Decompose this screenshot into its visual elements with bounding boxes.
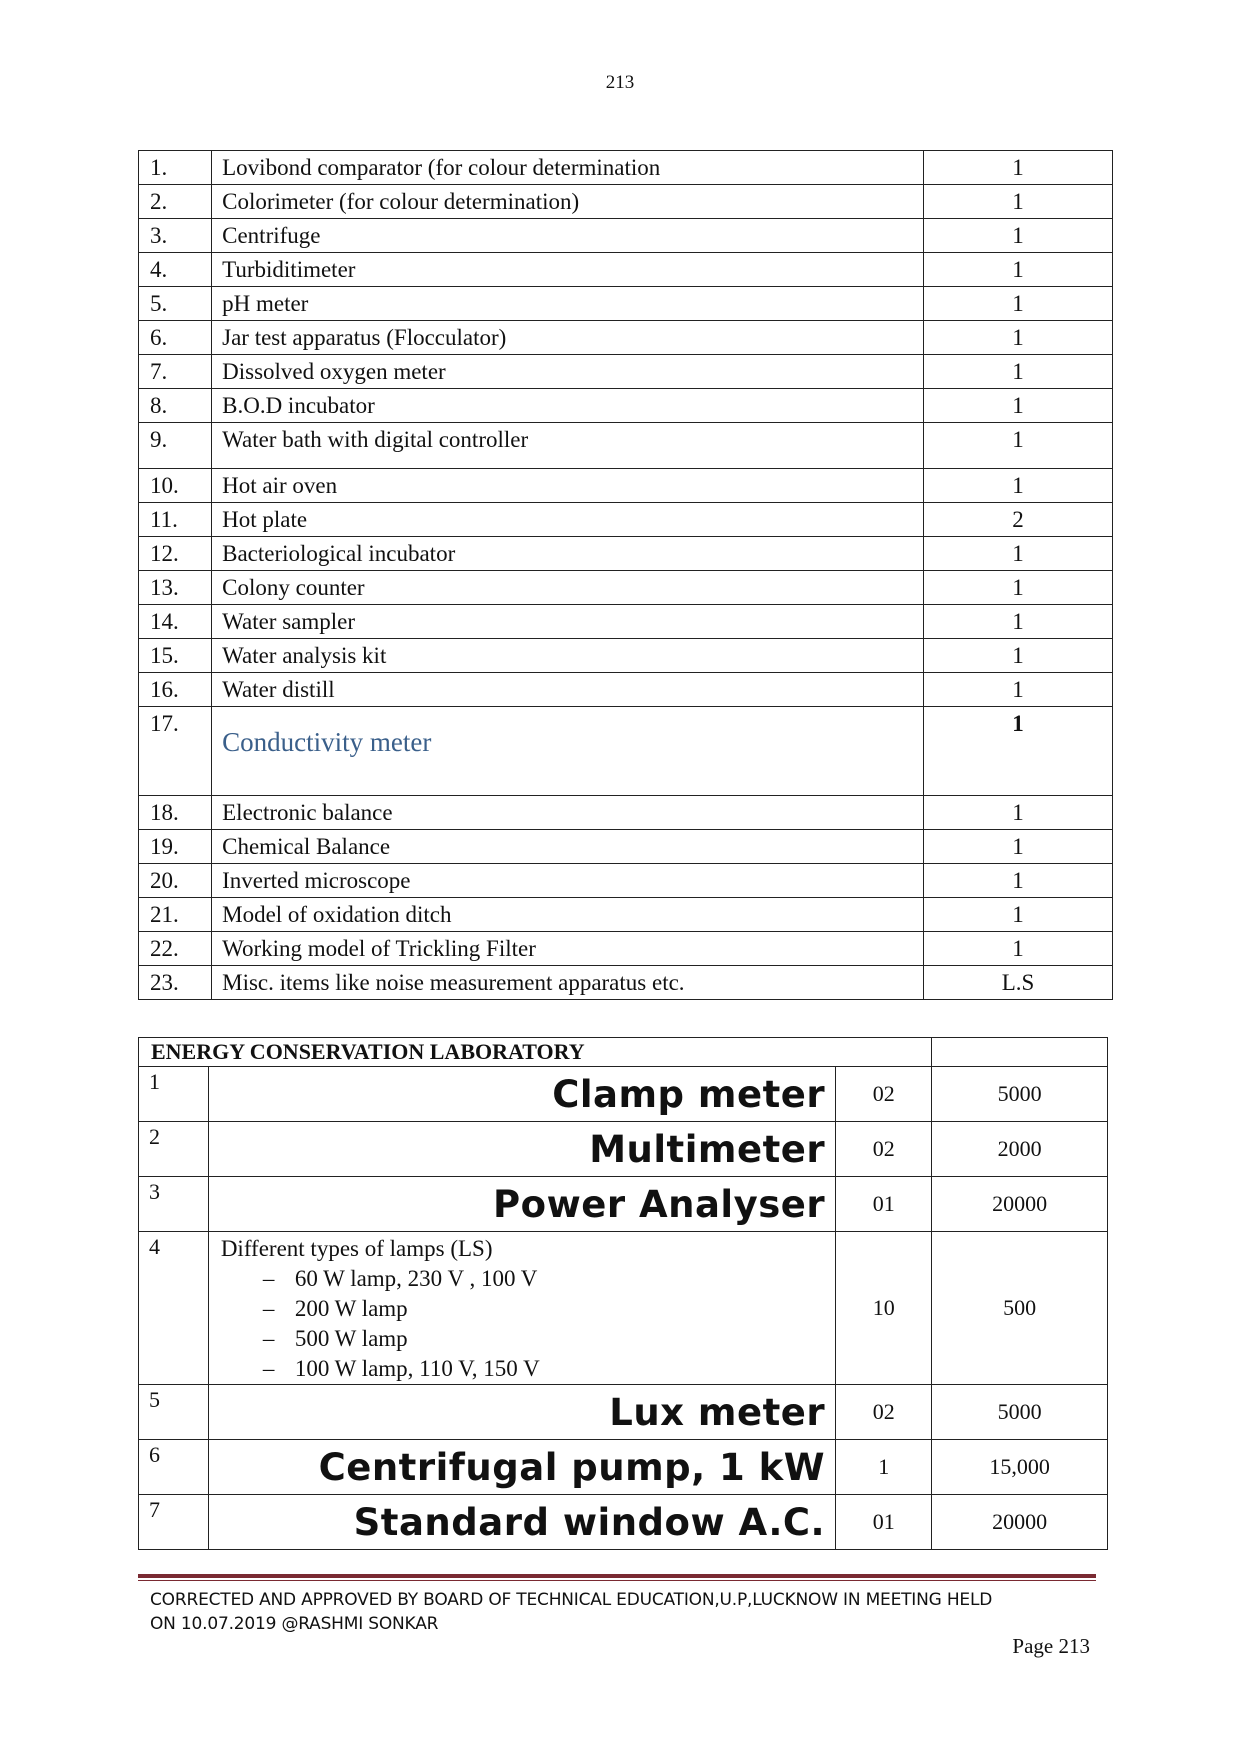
item-name: Model of oxidation ditch [212, 898, 924, 932]
table-row [139, 355, 1113, 389]
item-quantity: 01 [836, 1177, 932, 1232]
footer-line: CORRECTED AND APPROVED BY BOARD OF TECHNICAL EDUCATION,U.P,LUCKNOW IN MEETING HELD [150, 1590, 993, 1610]
list-item: – 60 W lamp, 230 V , 100 V [263, 1264, 825, 1294]
item-name: Electronic balance [212, 796, 924, 830]
item-quantity: 1 [924, 469, 1113, 503]
item-name-cell [208, 1385, 835, 1440]
table-row [139, 673, 1113, 707]
item-name: Working model of Trickling Filter [212, 932, 924, 966]
list-item: – 200 W lamp [263, 1294, 825, 1324]
row-number: 4 [139, 1232, 209, 1385]
row-number: 2 [139, 1122, 209, 1177]
table-row [139, 639, 1113, 673]
table-row [139, 1067, 1108, 1122]
item-quantity: 1 [924, 605, 1113, 639]
item-name: Inverted microscope [212, 864, 924, 898]
table-row [139, 966, 1113, 1000]
table-row [139, 898, 1113, 932]
table-row [139, 1385, 1108, 1440]
row-number: 19. [139, 830, 212, 864]
item-quantity: 10 [836, 1232, 932, 1385]
table-row [139, 605, 1113, 639]
item-quantity: 1 [924, 537, 1113, 571]
row-number: 17. [139, 707, 212, 796]
row-number: 6 [139, 1440, 209, 1495]
item-name: Colorimeter (for colour determination) [212, 185, 924, 219]
row-number: 7. [139, 355, 212, 389]
item-name: Misc. items like noise measurement apparatus etc. [212, 966, 924, 1000]
row-number: 6. [139, 321, 212, 355]
table-row [139, 469, 1113, 503]
row-number: 1 [139, 1067, 209, 1122]
item-name-cell [208, 1122, 835, 1177]
item-name: pH meter [212, 287, 924, 321]
item-name: Water analysis kit [212, 639, 924, 673]
item-name: Jar test apparatus (Flocculator) [212, 321, 924, 355]
row-number: 22. [139, 932, 212, 966]
footer-approval-note [150, 1588, 1100, 1636]
item-name: Conductivity meter [222, 727, 432, 757]
table-row [139, 219, 1113, 253]
table-row [139, 423, 1113, 469]
item-name: Centrifugal pump, 1 kW [318, 1445, 826, 1489]
item-quantity: 1 [924, 423, 1113, 469]
item-cost: 2000 [932, 1122, 1108, 1177]
row-number: 2. [139, 185, 212, 219]
table-row [139, 707, 1113, 796]
item-name: Water sampler [212, 605, 924, 639]
item-quantity: 1 [924, 796, 1113, 830]
table-row [139, 151, 1113, 185]
item-quantity: 2 [924, 503, 1113, 537]
item-quantity: 1 [924, 321, 1113, 355]
item-name-cell [208, 1440, 835, 1495]
table-row [139, 1122, 1108, 1177]
item-name: Clamp meter [552, 1072, 826, 1116]
table-row [139, 1177, 1108, 1232]
row-number: 1. [139, 151, 212, 185]
row-number: 3 [139, 1177, 209, 1232]
empty-header-cell [932, 1038, 1108, 1067]
item-quantity: 1 [924, 639, 1113, 673]
item-name: Chemical Balance [212, 830, 924, 864]
item-name: Multimeter [589, 1127, 826, 1171]
row-number: 14. [139, 605, 212, 639]
row-number: 5 [139, 1385, 209, 1440]
item-quantity: 1 [924, 571, 1113, 605]
item-quantity: 1 [924, 707, 1113, 796]
list-item: – 100 W lamp, 110 V, 150 V [263, 1354, 825, 1384]
item-quantity: 1 [924, 864, 1113, 898]
equipment-table [138, 150, 1113, 1000]
item-quantity: 1 [924, 673, 1113, 707]
item-name: Lovibond comparator (for colour determination [212, 151, 924, 185]
item-quantity: 1 [924, 355, 1113, 389]
table-row [139, 864, 1113, 898]
table-row [139, 1440, 1108, 1495]
row-number: 10. [139, 469, 212, 503]
footer-line: ON 10.07.2019 @RASHMI SONKAR [150, 1614, 439, 1634]
item-name-cell [208, 1177, 835, 1232]
table-row [139, 932, 1113, 966]
item-name-cell [208, 1495, 835, 1550]
item-name-cell [208, 1067, 835, 1122]
item-quantity: 1 [924, 185, 1113, 219]
table-header-row [139, 1038, 1108, 1067]
table-row [139, 287, 1113, 321]
item-name: Different types of lamps (LS) [220, 1236, 493, 1261]
page-number-top: 213 [605, 72, 635, 93]
item-cost: 5000 [932, 1067, 1108, 1122]
item-name: Colony counter [212, 571, 924, 605]
item-name: Hot plate [212, 503, 924, 537]
energy-table [138, 1037, 1108, 1550]
list-item: – 500 W lamp [263, 1324, 825, 1354]
item-name: Hot air oven [212, 469, 924, 503]
table-row [139, 503, 1113, 537]
table-row [139, 321, 1113, 355]
item-quantity: 02 [836, 1122, 932, 1177]
table-row [139, 571, 1113, 605]
row-number: 4. [139, 253, 212, 287]
row-number: 18. [139, 796, 212, 830]
item-cost: 20000 [932, 1495, 1108, 1550]
item-cost: 5000 [932, 1385, 1108, 1440]
item-name: Turbiditimeter [212, 253, 924, 287]
item-quantity: 02 [836, 1067, 932, 1122]
item-name: Dissolved oxygen meter [212, 355, 924, 389]
table-row [139, 253, 1113, 287]
item-name: Bacteriological incubator [212, 537, 924, 571]
item-name: Water distill [212, 673, 924, 707]
footer-divider-thin [138, 1580, 1096, 1581]
section-heading: ENERGY CONSERVATION LABORATORY [139, 1038, 932, 1067]
item-quantity: 02 [836, 1385, 932, 1440]
item-name: B.O.D incubator [212, 389, 924, 423]
row-number: 12. [139, 537, 212, 571]
item-quantity: 1 [924, 898, 1113, 932]
item-name: Power Analyser [493, 1182, 826, 1226]
item-quantity: 1 [836, 1440, 932, 1495]
row-number: 5. [139, 287, 212, 321]
item-quantity: 1 [924, 830, 1113, 864]
item-name: Centrifuge [212, 219, 924, 253]
item-quantity: 1 [924, 932, 1113, 966]
item-name: Lux meter [609, 1390, 826, 1434]
item-cost: 500 [932, 1232, 1108, 1385]
item-quantity: 01 [836, 1495, 932, 1550]
item-quantity: 1 [924, 389, 1113, 423]
footer-divider [138, 1574, 1096, 1578]
item-quantity: 1 [924, 287, 1113, 321]
table-row [139, 1232, 1108, 1385]
row-number: 13. [139, 571, 212, 605]
row-number: 16. [139, 673, 212, 707]
item-quantity: 1 [924, 253, 1113, 287]
row-number: 15. [139, 639, 212, 673]
table-row [139, 185, 1113, 219]
table-row [139, 537, 1113, 571]
item-name-cell [208, 1232, 835, 1385]
row-number: 3. [139, 219, 212, 253]
table-row [139, 1495, 1108, 1550]
item-name-cell [212, 707, 924, 796]
row-number: 23. [139, 966, 212, 1000]
row-number: 11. [139, 503, 212, 537]
item-quantity: L.S [924, 966, 1113, 1000]
table-row [139, 830, 1113, 864]
row-number: 9. [139, 423, 212, 469]
item-cost: 20000 [932, 1177, 1108, 1232]
row-number: 7 [139, 1495, 209, 1550]
table-row [139, 389, 1113, 423]
row-number: 21. [139, 898, 212, 932]
row-number: 8. [139, 389, 212, 423]
row-number: 20. [139, 864, 212, 898]
item-name: Standard window A.C. [353, 1500, 826, 1544]
item-quantity: 1 [924, 151, 1113, 185]
table-row [139, 796, 1113, 830]
footer-page-number: Page 213 [1012, 1634, 1090, 1658]
item-cost: 15,000 [932, 1440, 1108, 1495]
item-quantity: 1 [924, 219, 1113, 253]
lamp-list [221, 1264, 825, 1384]
item-name: Water bath with digital controller [212, 423, 924, 469]
